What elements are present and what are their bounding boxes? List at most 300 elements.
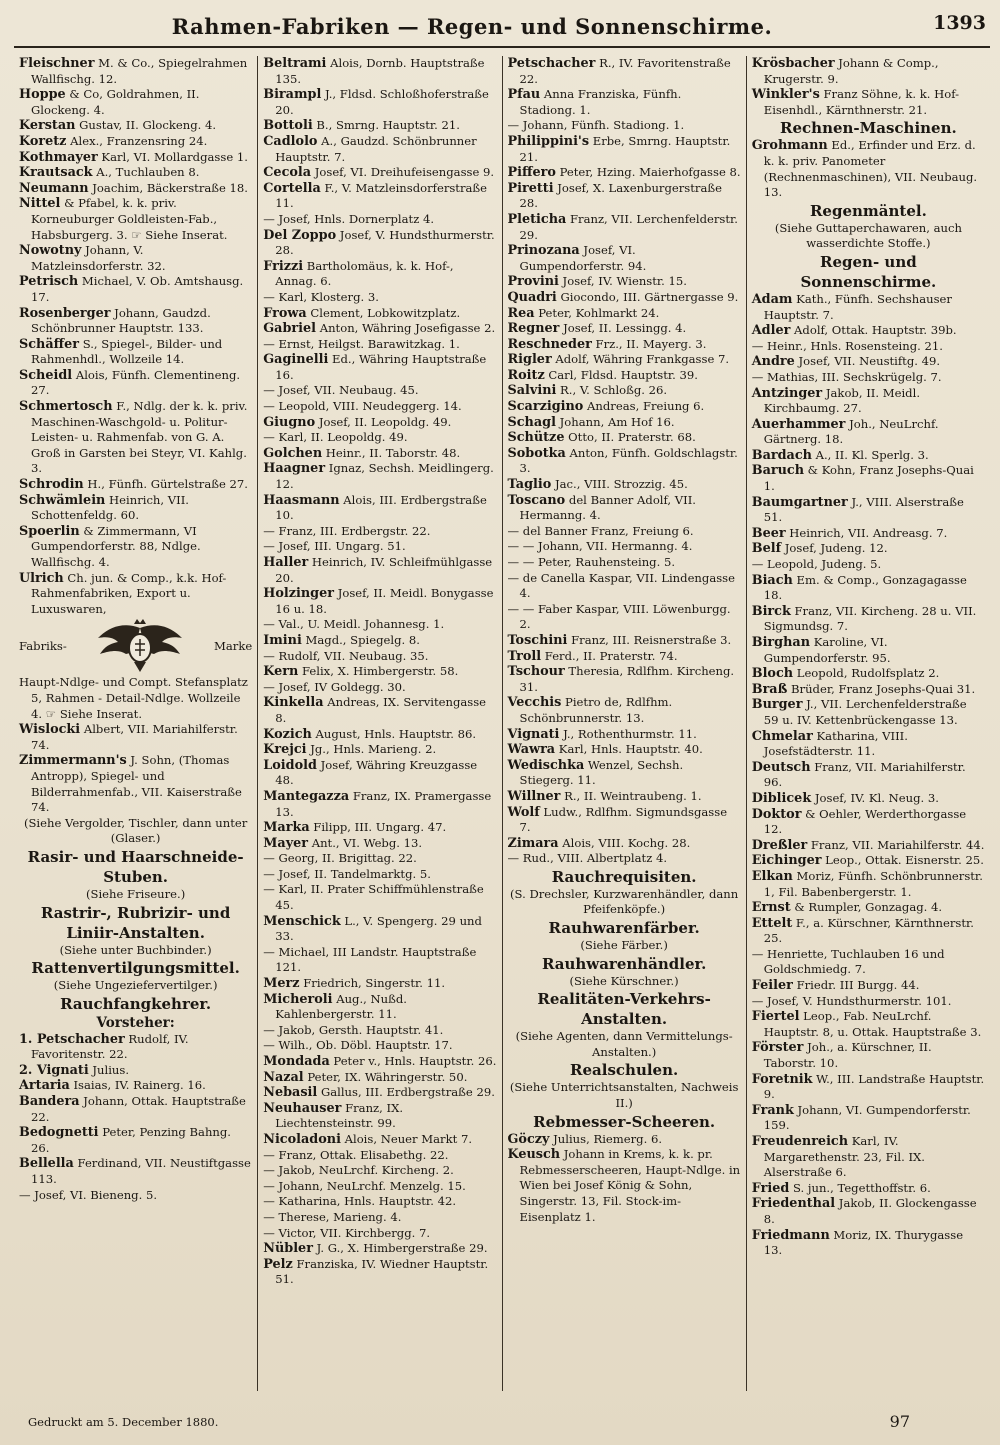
section-heading: Rebmesser-Scheeren. (533, 1112, 716, 1131)
entry-details: Ant., VI. Webg. 13. (308, 835, 423, 850)
entry-name: Adam (751, 291, 793, 307)
directory-entry (263, 727, 496, 743)
directory-entry (752, 557, 985, 573)
directory-entry (19, 337, 252, 368)
directory-entry (752, 417, 985, 448)
directory-entry (263, 758, 496, 789)
directory-entry (263, 1070, 496, 1086)
entry-details: — Victor, VII. Kirchbergg. 7. (263, 1225, 431, 1240)
entry-name: Vecchis (507, 695, 562, 711)
directory-entry (752, 1134, 985, 1181)
directory-entry (19, 1078, 252, 1094)
directory-entry (19, 722, 252, 753)
section-heading: Rattenvertilgungsmittel. (31, 959, 240, 978)
directory-entry (508, 118, 741, 134)
entry-name: Piffero (507, 165, 556, 181)
entry-name: Birck (751, 603, 791, 619)
entry-name: Frowa (263, 305, 307, 321)
directory-entry (752, 463, 985, 494)
entry-name: Elkan (751, 868, 793, 884)
directory-entry (508, 664, 741, 695)
entry-name: Schütze (507, 430, 565, 446)
entry-details: Anna Franziska, Fünfh. Stadiong. 1. (519, 87, 682, 117)
entry-details: Franz, VII. Kircheng. 28 u. VII. Sigmundsg. 7. (763, 603, 977, 634)
entry-name: Freudenreich (751, 1134, 849, 1149)
directory-entry (19, 493, 252, 524)
entry-name: Nazal (263, 1069, 304, 1085)
entry-details: Peter, IX. Währingerstr. 50. (303, 1069, 468, 1084)
entry-details: Leop., Ottak. Eisnerstr. 25. (821, 853, 984, 868)
entry-details: Andreas, IX. Servitengasse 8. (275, 695, 487, 725)
entry-details: Joachim, Bäckerstraße 18. (88, 180, 248, 195)
entry-details: Ferdinand, VII. Neustiftgasse 113. (31, 1156, 251, 1187)
directory-entry (263, 1023, 496, 1039)
entry-details: Franz Söhne, k. k. Hof-Eisenhdl., Kärnthnerstr. 21. (763, 87, 960, 117)
entry-name: Neuhauser (263, 1100, 342, 1116)
directory-entry (508, 742, 741, 758)
entry-name: Kern (263, 664, 299, 680)
entry-details: — Josef, V. Hundsthurmerstr. 101. (751, 993, 952, 1008)
directory-entry (263, 976, 496, 992)
entry-name: Giugno (263, 414, 316, 430)
entry-name: Wawra (507, 742, 556, 758)
entry-details: — — Peter, Rauhensteing. 5. (507, 555, 676, 569)
directory-entry (508, 243, 741, 274)
directory-entry (508, 851, 741, 867)
entry-details: Franz, III. Reisnerstraße 3. (567, 632, 732, 647)
entry-name: Bedognetti (19, 1125, 99, 1141)
entry-details: Karl, VI. Mollardgasse 1. (97, 149, 248, 164)
directory-entry (752, 729, 985, 760)
entry-name: Pfau (507, 87, 541, 103)
directory-entry (752, 526, 985, 542)
entry-details: — Rud., VIII. Albertplatz 4. (507, 851, 668, 866)
directory-entry (752, 666, 985, 682)
entry-details: Josef, IV. Wienstr. 15. (558, 274, 687, 289)
entry-name: Loidold (263, 757, 317, 773)
entry-name: Baumgartner (751, 494, 848, 510)
entry-name: Krejci (263, 742, 307, 758)
section-subheading: Vorsteher: (96, 1014, 175, 1031)
entry-details: August, Hnls. Hauptstr. 86. (311, 726, 477, 741)
entry-name: Spoerlin (19, 523, 80, 539)
entry-details: Michael, V. Ob. Amtshausg. 17. (31, 274, 244, 304)
entry-name: Rigler (507, 352, 552, 368)
entry-details: F., Ndlg. der k. k. priv. Maschinen-Waschgold- u. Politur-Leisten- u. Rahmenfab. von G. A. Groß in Garsten bei Steyr, VI. Kahlg. 3. (31, 399, 248, 476)
directory-entry (263, 415, 496, 431)
entry-details: Joh., NeuLrchf. Gärtnerg. 18. (763, 416, 939, 447)
entry-name: Tschour (507, 664, 565, 680)
directory-entry (19, 1094, 252, 1125)
entry-name: Foretnik (751, 1071, 813, 1087)
directory-entry (508, 493, 741, 524)
directory-entry (263, 851, 496, 867)
entry-details: Josef, VI. Gumpendorferstr. 94. (519, 243, 647, 273)
entry-details: Franz, VII. Lerchenfelderstr. 29. (519, 211, 738, 242)
directory-entry (752, 604, 985, 635)
directory-entry (752, 635, 985, 666)
entry-details: Andreas, Freiung 6. (583, 399, 705, 414)
entry-details: B., Smrng. Hauptstr. 21. (312, 118, 460, 133)
entry-details: — Jakob, NeuLrchf. Kircheng. 2. (263, 1163, 454, 1178)
entry-details: Johann & Comp., Krugerstr. 9. (763, 56, 939, 86)
entry-name: Birghan (751, 635, 811, 650)
entry-details: Frz., II. Mayerg. 3. (591, 336, 707, 351)
directory-entry (19, 274, 252, 305)
entry-name: Kozich (263, 726, 312, 742)
entry-name: Nowotny (19, 243, 82, 259)
entry-name: Merz (263, 976, 300, 992)
entry-details: Ch. jun. & Comp., k.k. Hof-Rahmenfabriken, Export u. Luxuswaren, (31, 570, 227, 616)
directory-entry (508, 337, 741, 353)
directory-entry (19, 1125, 252, 1156)
directory-entry (752, 541, 985, 557)
section-heading: Regenmäntel. (809, 201, 927, 220)
directory-entry (19, 675, 252, 722)
entry-details: Karl, Hnls. Hauptstr. 40. (555, 742, 703, 757)
directory-entry (752, 56, 985, 87)
entry-name: Imini (263, 632, 302, 648)
entry-details: Joh., a. Kürschner, II. Taborstr. 10. (763, 1040, 932, 1071)
entry-details: Johann, Gaudzd. Schönbrunner Hauptstr. 133. (31, 305, 211, 336)
entry-name: Mondada (263, 1054, 330, 1069)
entry-details: Em. & Comp., Gonzagagasse 18. (763, 572, 967, 603)
entry-name: Mantegazza (263, 788, 350, 804)
directory-entry (752, 495, 985, 526)
entry-details: Jakob, II. Meidl. Kirchbaumg. 27. (763, 385, 920, 416)
entry-details: S. jun., Tegetthoffstr. 6. (789, 1180, 931, 1195)
directory-entry (508, 134, 741, 165)
sheet-number: 97 (889, 1412, 910, 1431)
directory-entry (508, 602, 741, 633)
directory-entry (752, 1072, 985, 1103)
entry-details: Peter, Hzing. Maierhofgasse 8. (555, 165, 741, 180)
entry-details: Johann, V. Matzleinsdorferstr. 32. (31, 243, 166, 273)
directory-entry (19, 306, 252, 337)
directory-entry (19, 1188, 252, 1204)
entry-details: — Mathias, III. Sechskrügelg. 7. (751, 369, 942, 384)
directory-entry (263, 1163, 496, 1179)
entry-name: Gaginelli (263, 352, 329, 368)
directory-entry (263, 383, 496, 399)
entry-details: Alex., Franzensring 24. (66, 133, 208, 148)
entry-name: Adler (751, 323, 791, 339)
directory-entry (263, 1038, 496, 1054)
entry-name: Regner (507, 321, 560, 337)
entry-name: Andre (751, 354, 795, 370)
entry-details: Jg., Hnls. Marieng. 2. (306, 742, 437, 757)
cross-reference-note: (Siehe Friseure.) (86, 886, 186, 901)
entry-details: Moriz, Fünfh. Schönbrunnerstr. 1, Fil. Babenbergerstr. 1. (763, 868, 983, 899)
directory-entry (508, 571, 741, 602)
entry-details: Peter, Kohlmarkt 24. (534, 305, 660, 320)
entry-name: Reschneder (507, 336, 592, 352)
directory-entry (263, 1085, 496, 1101)
entry-details: Franz, VII. Mariahilferstr. 96. (763, 759, 966, 790)
directory-entry (752, 1009, 985, 1040)
entry-details: — Johann, NeuLrchf. Menzelg. 15. (263, 1178, 466, 1193)
directory-entry (19, 165, 252, 181)
entry-details: Giocondo, III. Gärtnergasse 9. (556, 289, 739, 304)
entry-name: Nebasil (263, 1085, 318, 1101)
entry-details: Josef, VI. Dreihufeisengasse 9. (311, 165, 495, 180)
directory-entry (19, 87, 252, 118)
directory-entry (19, 1156, 252, 1187)
entry-details: — Georg, II. Brigittag. 22. (263, 851, 417, 866)
directory-entry (263, 836, 496, 852)
entry-details: — Michael, III Landstr. Hauptstraße 121. (263, 944, 477, 975)
directory-entry (263, 1226, 496, 1242)
entry-details: F., a. Kürschner, Kärnthnerstr. 25. (763, 915, 974, 946)
directory-entry (263, 882, 496, 913)
directory-entry (263, 399, 496, 415)
page-header (14, 6, 990, 48)
cross-reference-note: (Siehe Guttaperchawaren, auch wasserdichte Stoffe.) (774, 220, 962, 251)
cross-reference-note: (Siehe Vergolder, Tischler, dann unter (Glaser.) (23, 815, 248, 846)
entry-name: Birampl (263, 87, 322, 103)
entry-details: Alois, Dornb. Hauptstraße 135. (275, 56, 485, 86)
directory-entry (752, 869, 985, 900)
directory-entry (263, 1257, 496, 1288)
entry-name: Prinozana (507, 243, 580, 259)
entry-details: — Rudolf, VII. Neubaug. 35. (263, 648, 429, 663)
entry-name: Haagner (263, 461, 326, 477)
directory-entry (263, 555, 496, 586)
entry-name: Piretti (507, 180, 554, 196)
entry-details: R., V. Schloßg. 26. (556, 383, 668, 398)
directory-entry (752, 791, 985, 807)
entry-name: Grohmann (751, 138, 828, 154)
directory-entry (263, 1101, 496, 1132)
print-date: Gedruckt am 5. December 1880. (28, 1415, 219, 1429)
directory-entry (752, 370, 985, 386)
directory-entry (752, 1196, 985, 1227)
entry-name: Koretz (19, 133, 67, 149)
entry-details: Johann, Ottak. Hauptstraße 22. (31, 1094, 246, 1124)
entry-details: & Oehler, Werderthorgasse 12. (763, 806, 967, 837)
directory-entry (263, 789, 496, 820)
entry-details: — Josef, VI. Bieneng. 5. (19, 1187, 158, 1202)
directory-entry (752, 138, 985, 200)
directory-entry (263, 181, 496, 212)
directory-entry (508, 430, 741, 446)
entry-details: Franziska, IV. Wiedner Hauptstr. 51. (275, 1256, 489, 1287)
entry-details: Josef, IV. Kl. Neug. 3. (811, 790, 939, 805)
entry-details: Peter, Penzing Bahng. 26. (31, 1125, 231, 1155)
entry-details: J., VII. Lerchenfelderstraße 59 u. IV. Kettenbrückengasse 13. (763, 697, 967, 727)
entry-details: Wenzel, Sechsh. Stiegerg. 11. (519, 757, 684, 788)
directory-entry (263, 680, 496, 696)
entry-name: Deutsch (751, 759, 811, 775)
entry-name: Bottoli (263, 118, 313, 134)
entry-details: Franz, VII. Mariahilferstr. 44. (807, 837, 985, 852)
directory-entry (752, 339, 985, 355)
directory-entry (263, 586, 496, 617)
entry-details: — Karl, II. Leopoldg. 49. (263, 430, 408, 445)
directory-entry (752, 994, 985, 1010)
entry-details: Friedrich, Singerstr. 11. (299, 976, 446, 991)
entry-name: Haller (263, 555, 309, 570)
directory-entry (263, 945, 496, 976)
entry-details: — Ernst, Heilgst. Barawitzkag. 1. (263, 336, 460, 351)
directory-entry (508, 212, 741, 243)
entry-name: Doktor (751, 806, 802, 822)
directory-entry (508, 306, 741, 322)
entry-name: Holzinger (263, 586, 335, 602)
directory-entry (752, 1228, 985, 1259)
directory-entry (752, 916, 985, 947)
entry-name: Rea (507, 305, 535, 321)
entry-details: J. Sohn, (Thomas Antropp), Spiegel- und Bilderrahmenfab., VII. Kaiserstraße 74. (31, 753, 242, 815)
entry-details: Leop., Fab. NeuLrchf. Hauptstr. 8, u. Ottak. Hauptstraße 3. (763, 1009, 982, 1039)
entry-details: — de Canella Kaspar, VII. Lindengasse 4. (507, 570, 735, 601)
directory-entry (263, 649, 496, 665)
entry-name: Willner (507, 788, 561, 804)
entry-details: Julius, Riemerg. 6. (549, 1131, 663, 1146)
column-2 (258, 56, 502, 1391)
directory-entry (263, 56, 496, 87)
directory-entry (508, 383, 741, 399)
entry-details: M. & Co., Spiegelrahmen Wallfischg. 12. (31, 56, 248, 86)
entry-name: Friedmann (751, 1227, 830, 1243)
entry-details: Alois, VIII. Kochg. 28. (558, 835, 691, 850)
entry-details: & Co, Goldrahmen, II. Glockeng. 4. (31, 87, 200, 117)
directory-entry (508, 274, 741, 290)
entry-name: Petrisch (19, 274, 79, 290)
entry-name: Cecola (263, 165, 312, 181)
entry-details: J., Rothenthurmstr. 11. (559, 726, 697, 741)
entry-details: & Kohn, Franz Josephs-Quai 1. (763, 463, 974, 494)
entry-details: Josef, Währing Kreuzgasse 48. (275, 757, 478, 788)
entry-name: Kinkella (263, 695, 324, 711)
entry-details: Julius. (88, 1062, 130, 1077)
entry-details: Johann in Krems, k. k. pr. Rebmesserscheeren, Haupt-Ndlge. in Wien bei Josef König & Sohn, Singerstr. 13, Fil. Stock-im-Eisenplatz 1. (519, 1147, 741, 1224)
entry-name: Nicoladoni (263, 1131, 341, 1147)
entry-details: — Karl, Klosterg. 3. (263, 289, 379, 304)
entry-details: J., VIII. Alserstraße 51. (763, 494, 964, 525)
entry-name: Del Zoppo (263, 227, 337, 243)
entry-name: Salvini (507, 383, 557, 399)
entry-name: Wislocki (19, 722, 81, 738)
entry-name: Vignati (507, 726, 560, 742)
entry-name: Nittel (19, 196, 61, 212)
directory-entry (19, 571, 252, 618)
entry-name: Winkler's (751, 87, 820, 103)
directory-entry (263, 1179, 496, 1195)
section-heading: Rasir- und Haarschneide-Stuben. (27, 847, 244, 886)
entry-details: Leopold, Rudolfsplatz 2. (793, 666, 940, 681)
entry-name: Ernst (751, 900, 791, 916)
directory-entry (263, 524, 496, 540)
directory-entry (508, 758, 741, 789)
entry-name: Kerstan (19, 118, 76, 134)
entry-name: Bardach (751, 447, 812, 463)
entry-name: Toscano (507, 492, 566, 508)
entry-details: Felix, X. Himbergerstr. 58. (298, 664, 459, 679)
entry-details: — Val., U. Meidl. Johannesg. 1. (263, 617, 445, 632)
entry-name: Roitz (507, 367, 545, 383)
directory-entry (752, 838, 985, 854)
directory-entry (263, 134, 496, 165)
entry-details: Peter v., Hnls. Hauptstr. 26. (329, 1054, 497, 1068)
entry-name: Krösbacher (751, 56, 835, 71)
directory-entry (263, 992, 496, 1023)
entry-name: Cadlolo (263, 133, 318, 149)
directory-entry (263, 430, 496, 446)
entry-details: Ed., Währing Hauptstraße 16. (275, 352, 487, 382)
directory-entry (263, 1148, 496, 1164)
directory-entry (263, 212, 496, 228)
entry-details: Heinrich, IV. Schleifmühlgasse 20. (275, 555, 493, 585)
entry-name: Fried (751, 1180, 790, 1196)
directory-entry (263, 633, 496, 649)
entry-name: Wedischka (507, 757, 585, 773)
entry-name: Friedenthal (751, 1196, 836, 1212)
entry-details: Friedr. III Burgg. 44. (792, 978, 920, 993)
entry-name: 2. Vignati (19, 1062, 89, 1078)
entry-name: Quadri (507, 289, 557, 305)
directory-entry (752, 448, 985, 464)
entry-details: Josef, Judeng. 12. (781, 541, 888, 556)
entry-details: Josef, V. Hundsthurmerstr. 28. (275, 227, 495, 258)
entry-details: Franz, IX. Pramergasse 13. (275, 788, 492, 819)
directory-entry (508, 477, 741, 493)
entry-details: — Therese, Marieng. 4. (263, 1209, 402, 1224)
directory-entry (263, 1054, 496, 1070)
entry-details: Ed., Erfinder und Erz. d. k. k. priv. Panometer (Rechnenmaschinen), VII. Neubaug. 13. (763, 138, 978, 200)
directory-entry (752, 900, 985, 916)
entry-details: — Franz, Ottak. Elisabethg. 22. (263, 1147, 449, 1162)
entry-details: A., Gaudzd. Schönbrunner Hauptstr. 7. (275, 133, 477, 164)
entry-details: Johann, Am Hof 16. (555, 414, 675, 429)
entry-name: Nübler (263, 1241, 313, 1257)
directory-columns (14, 56, 990, 1391)
entry-details: — — Faber Kaspar, VIII. Löwenburgg. 2. (507, 601, 731, 632)
directory-entry (263, 493, 496, 524)
entry-details: del Banner Adolf, VII. Hermanng. 4. (519, 492, 696, 523)
directory-entry (508, 1147, 741, 1225)
entry-details: Heinrich, VII. Andreasg. 7. (785, 525, 948, 540)
entry-details: — — Johann, VII. Hermanng. 4. (507, 539, 693, 554)
entry-details: Ferd., II. Praterstr. 74. (541, 648, 678, 663)
entry-name: Bloch (751, 666, 794, 682)
double-eagle-trademark-icon (94, 618, 186, 674)
directory-entry (19, 56, 252, 87)
entry-details: & Rumpler, Gonzagag. 4. (790, 900, 943, 915)
entry-name: Hoppe (19, 87, 66, 103)
entry-details: & Zimmermann, VI Gumpendorferstr. 88, Ndlge. Wallfischg. 4. (31, 523, 201, 569)
directory-entry (508, 352, 741, 368)
entry-name: Pelz (263, 1256, 293, 1272)
section-heading: Regen- und Sonnenschirme. (800, 252, 937, 291)
directory-entry (752, 1103, 985, 1134)
directory-entry (19, 399, 252, 477)
entry-name: Taglio (507, 477, 552, 493)
entry-name: Schrodin (19, 477, 84, 493)
entry-details: Franz, IX. Liechtensteinstr. 99. (275, 1100, 404, 1131)
entry-name: Scheidl (19, 367, 73, 383)
directory-entry (19, 181, 252, 197)
entry-name: Krautsack (19, 165, 93, 181)
entry-name: Schagl (507, 414, 556, 430)
entry-name: Beltrami (263, 56, 327, 71)
directory-entry (508, 321, 741, 337)
directory-entry (263, 446, 496, 462)
entry-details: S., Spiegel-, Bilder- und Rahmenhdl., Wollzeile 14. (31, 336, 223, 367)
entry-name: Sobotka (507, 445, 566, 461)
directory-entry (508, 87, 741, 118)
entry-details: Anton, Fünfh. Goldschlagstr. 3. (519, 445, 738, 476)
